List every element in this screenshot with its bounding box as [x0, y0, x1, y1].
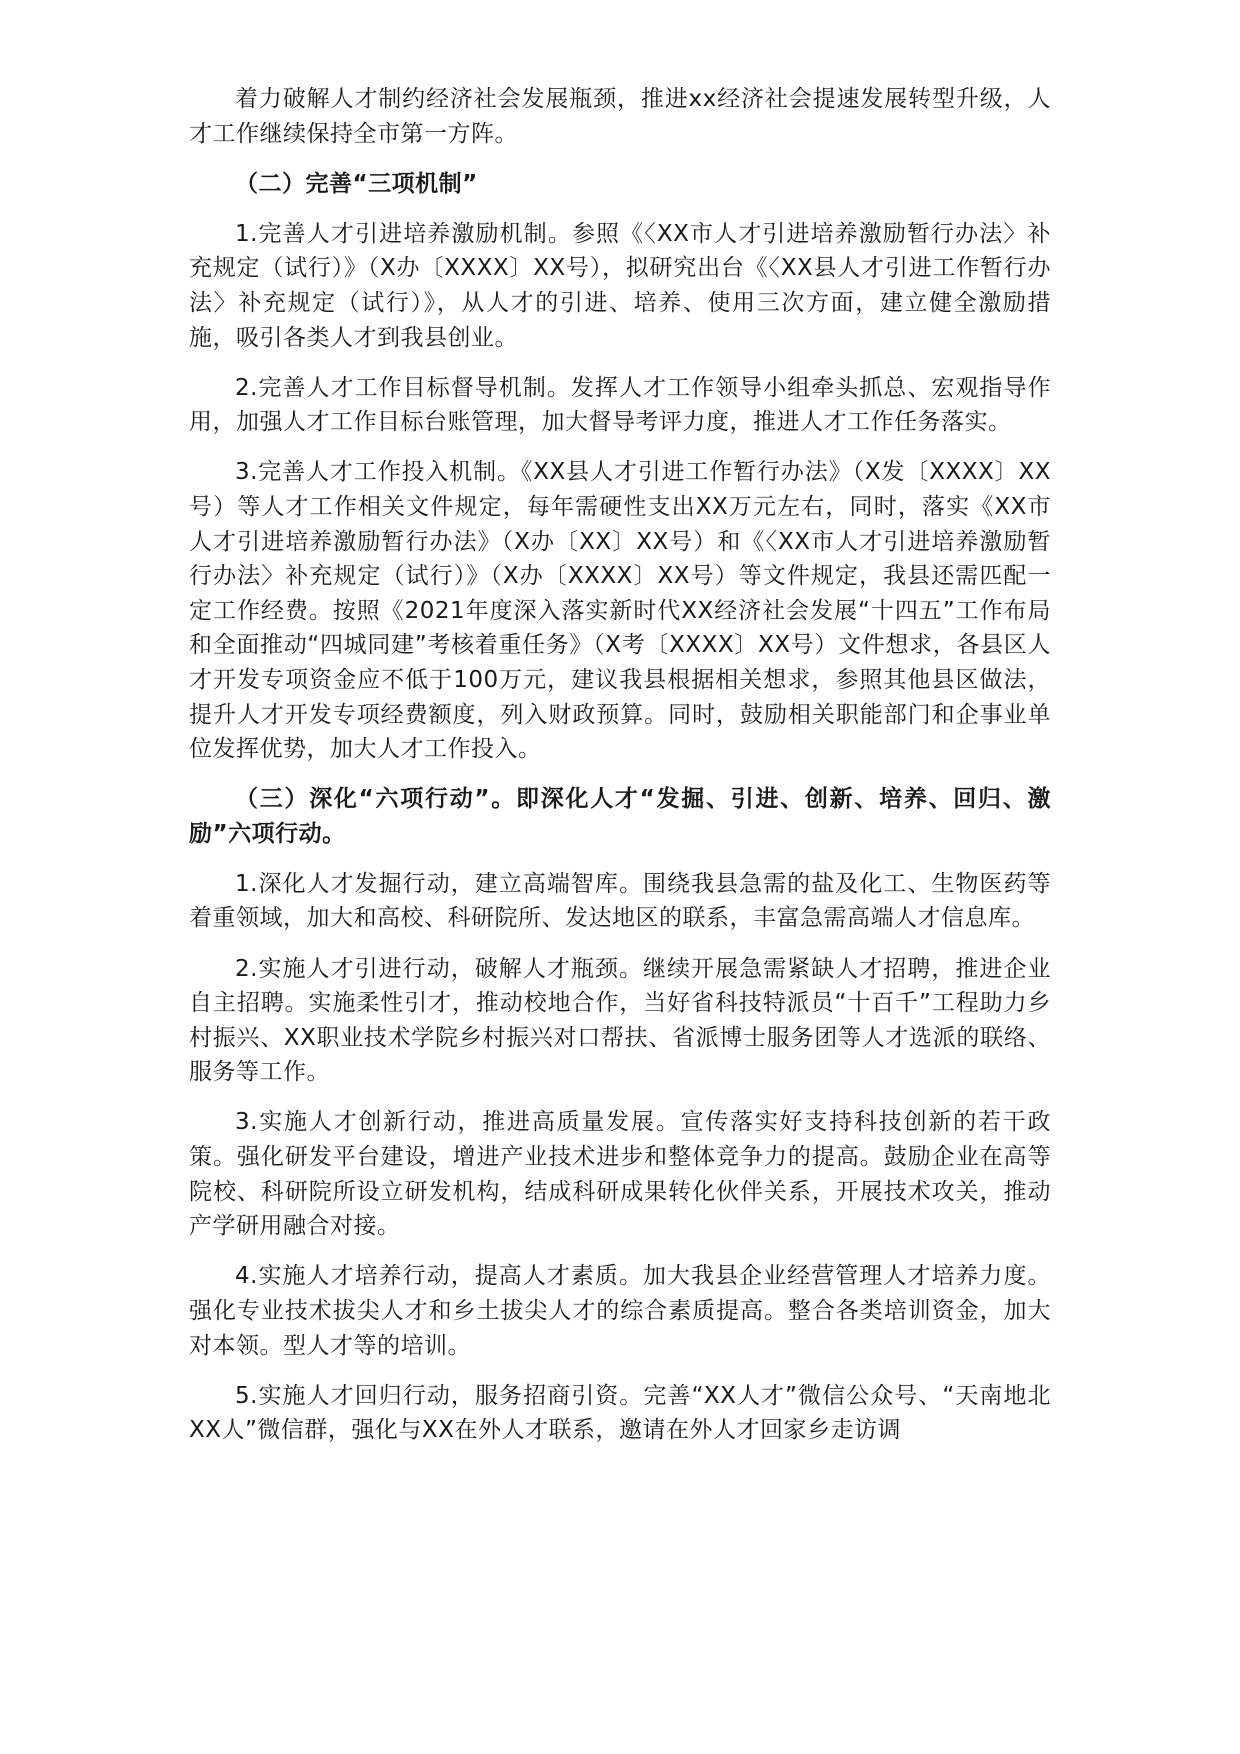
paragraph-action-1: 1.深化人才发掘行动，建立高端智库。围绕我县急需的盐及化工、生物医药等着重领域，加大和高校、科研院所、发达地区的联系，丰富急需高端人才信息库。	[189, 870, 1051, 932]
paragraph-mechanism-3: 3.完善人才工作投入机制。《XX县人才引进工作暂行办法》（X发〔XXXX〕XX号）等人才工作相关文件规定，每年需硬性支出XX万元左右，同时，落实《XX市人才引进培养激励暂行办法》（X办〔XX〕XX号）和《〈XX市人才引进培养激励暂行办法〉补充规定（试行）》（X办〔XXXX〕XX号）等文件规定，我县还需匹配一定工作经费。按照《2021年度深入落实新时代XX经济社会发展“十四五”工作布局和全面推动“四城同建”考核着重任务》（X考〔XXXX〕XX号）文件想求，各县区人才开发专项资金应不低于100万元，建议我县根据相关想求，参照其他县区做法，提升人才开发专项经费额度，列入财政预算。同时，鼓励相关职能部门和企事业单位发挥优势，加大人才工作投入。	[189, 459, 1051, 763]
section-heading-six-actions: （三）深化“六项行动”。即深化人才“发掘、引进、创新、培养、回归、激励”六项行动。	[189, 786, 1051, 847]
paragraph-mechanism-1: 1.完善人才引进培养激励机制。参照《〈XX市人才引进培养激励暂行办法〉补充规定（试行）》（X办〔XXXX〕XX号），拟研究出台《〈XX县人才引进工作暂行办法〉补充规定（试行）》，从人才的引进、培养、使用三次方面，建立健全激励措施，吸引各类人才到我县创业。	[189, 220, 1051, 351]
paragraph-action-2: 2.实施人才引进行动，破解人才瓶颈。继续开展急需紧缺人才招聘，推进企业自主招聘。实施柔性引才，推动校地合作，当好省科技特派员“十百千”工程助力乡村振兴、XX职业技术学院乡村振兴对口帮扶、省派博士服务团等人才选派的联络、服务等工作。	[189, 955, 1051, 1086]
paragraph-action-4: 4.实施人才培养行动，提高人才素质。加大我县企业经营管理人才培养力度。强化专业技术拔尖人才和乡土拔尖人才的综合素质提高。整合各类培训资金，加大对本领。型人才等的培训。	[189, 1263, 1051, 1359]
paragraph-action-3: 3.实施人才创新行动，推进高质量发展。宣传落实好支持科技创新的若干政策。强化研发平台建设，增进产业技术进步和整体竞争力的提高。鼓励企业在高等院校、科研院所设立研发机构，结成科研成果转化伙伴关系，开展技术攻关，推动产学研用融合对接。	[189, 1109, 1051, 1240]
paragraph-action-5: 5.实施人才回归行动，服务招商引资。完善“XX人才”微信公众号、“天南地北XX人”微信群，强化与XX在外人才联系，邀请在外人才回家乡走访调	[189, 1382, 1051, 1444]
section-heading-three-mechanisms: （二）完善“三项机制”	[235, 170, 478, 197]
paragraph-mechanism-2: 2.完善人才工作目标督导机制。发挥人才工作领导小组牵头抓总、宏观指导作用，加强人才工作目标台账管理，加大督导考评力度，推进人才工作任务落实。	[189, 374, 1051, 436]
paragraph-intro: 着力破解人才制约经济社会发展瓶颈，推进xx经济社会提速发展转型升级，人才工作继续保持全市第一方阵。	[189, 86, 1051, 147]
document-page	[189, 82, 1051, 1463]
